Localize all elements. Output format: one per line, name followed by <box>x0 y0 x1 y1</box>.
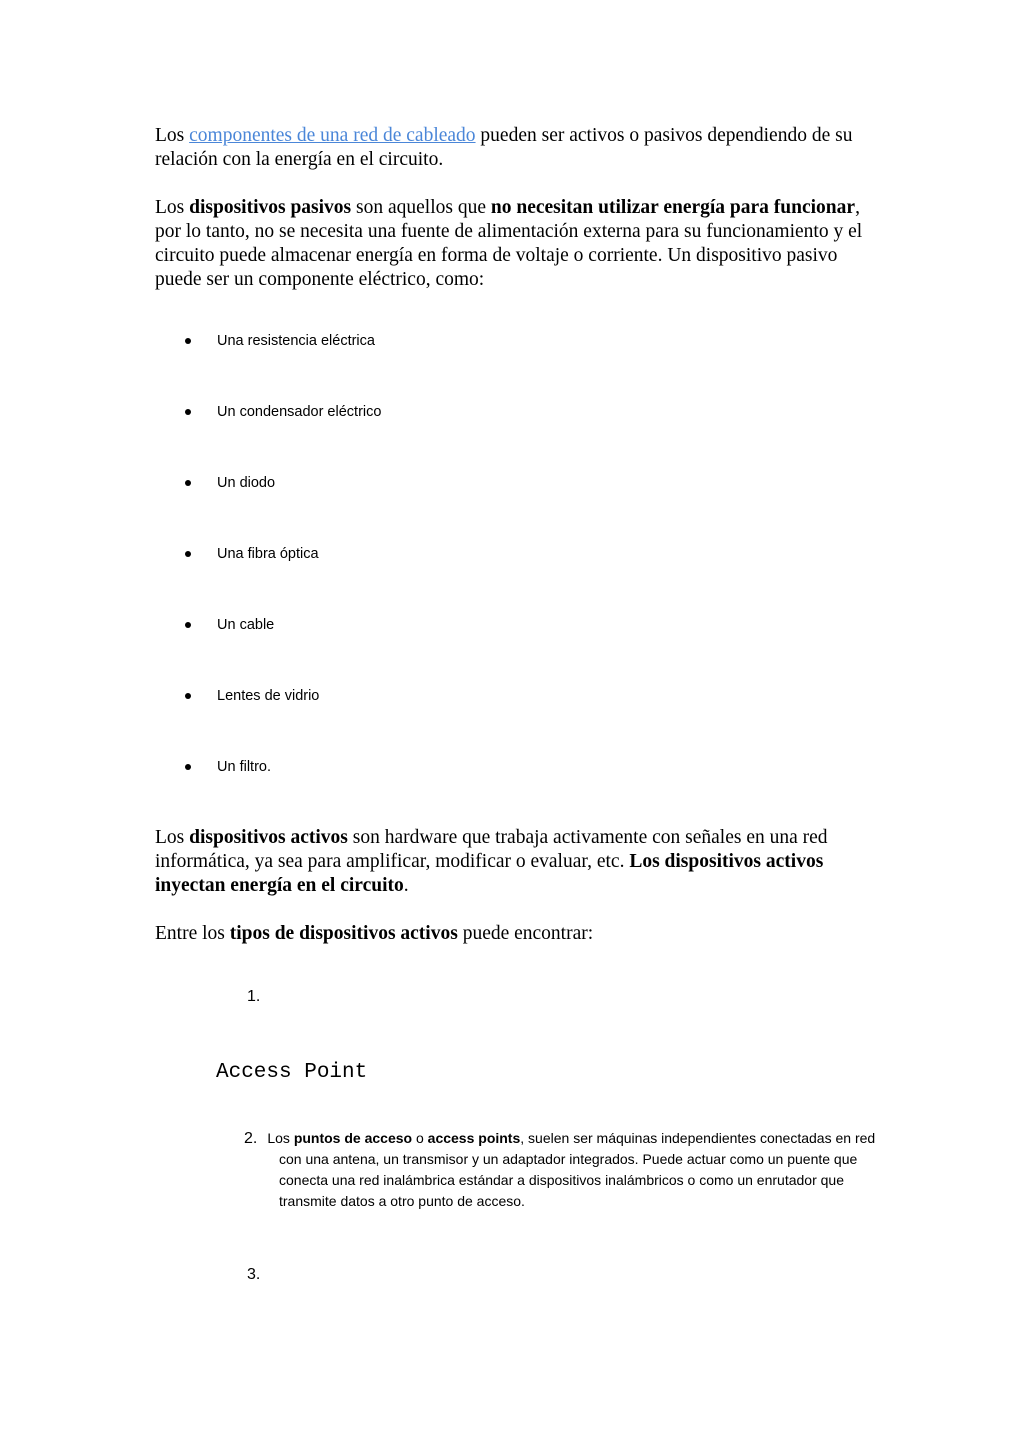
bullet-icon <box>185 693 191 699</box>
access-point-heading: Access Point <box>216 1061 368 1084</box>
list-number-2: 2. <box>244 1130 258 1147</box>
passive-text-1: Los <box>155 197 190 218</box>
ap-text-3: , suelen ser máquinas independientes conectadas en red con una antena, un transmisor y un adaptador integrados. Puede actuar como un puente que conecta una red inalámbrica estándar a dispositivos inalámbricos o como un enrutador que transmite datos a otro punto de acceso. <box>279 1130 876 1209</box>
list-item-label: Un diodo <box>217 475 276 491</box>
bullet-icon <box>185 409 191 415</box>
list-number-1: 1. <box>247 988 261 1005</box>
ap-text-1: Los <box>267 1130 294 1146</box>
bullet-icon <box>185 764 191 770</box>
types-text-2: puede encontrar: <box>457 923 594 944</box>
passive-bold-phrase: no necesitan utilizar energía para funcionar <box>490 197 856 218</box>
types-paragraph <box>155 922 875 946</box>
ap-bold-2: access points <box>427 1130 521 1146</box>
list-item-label: Un filtro. <box>217 759 271 775</box>
passive-bold-term: dispositivos pasivos <box>189 197 352 218</box>
types-bold-term: tipos de dispositivos activos <box>229 923 458 944</box>
bullet-icon <box>185 480 191 486</box>
ap-bold-1: puntos de acceso <box>293 1130 413 1146</box>
list-item-label: Lentes de vidrio <box>217 688 320 704</box>
intro-suffix: pueden ser activos o pasivos dependiendo de su relación con la energía en el circuito. <box>155 125 853 170</box>
ap-text-2: o <box>412 1130 428 1146</box>
active-text-3: . <box>403 875 409 896</box>
list-item-label: Un cable <box>217 617 275 633</box>
active-paragraph <box>155 826 875 898</box>
passive-paragraph <box>155 196 875 292</box>
components-link[interactable]: componentes de una red de cableado <box>189 125 476 146</box>
active-bold-term: dispositivos activos <box>189 827 348 848</box>
bullet-icon <box>185 338 191 344</box>
list-item-2 <box>244 1128 877 1212</box>
intro-paragraph <box>155 124 875 172</box>
active-bold-phrase: Los dispositivos activos inyectan energía en el circuito <box>155 851 824 896</box>
passive-text-2: son aquellos que <box>351 197 491 218</box>
list-item-label: Una fibra óptica <box>217 546 319 562</box>
list-item-label: Un condensador eléctrico <box>217 404 382 420</box>
types-text-1: Entre los <box>155 923 230 944</box>
list-number-3: 3. <box>247 1266 261 1283</box>
list-item-label: Una resistencia eléctrica <box>217 333 375 349</box>
active-text-1: Los <box>155 827 190 848</box>
active-text-2: son hardware que trabaja activamente con señales en una red informática, ya sea para amplificar, modificar o evaluar, etc. <box>155 827 828 872</box>
bullet-icon <box>185 622 191 628</box>
bullet-icon <box>185 551 191 557</box>
passive-text-3: , por lo tanto, no se necesita una fuente de alimentación externa para su funcionamiento y el circuito puede almacenar energía en forma de voltaje o corriente. Un dispositivo pasivo puede ser un componente eléctrico, como: <box>155 197 863 290</box>
intro-prefix: Los <box>155 125 190 146</box>
